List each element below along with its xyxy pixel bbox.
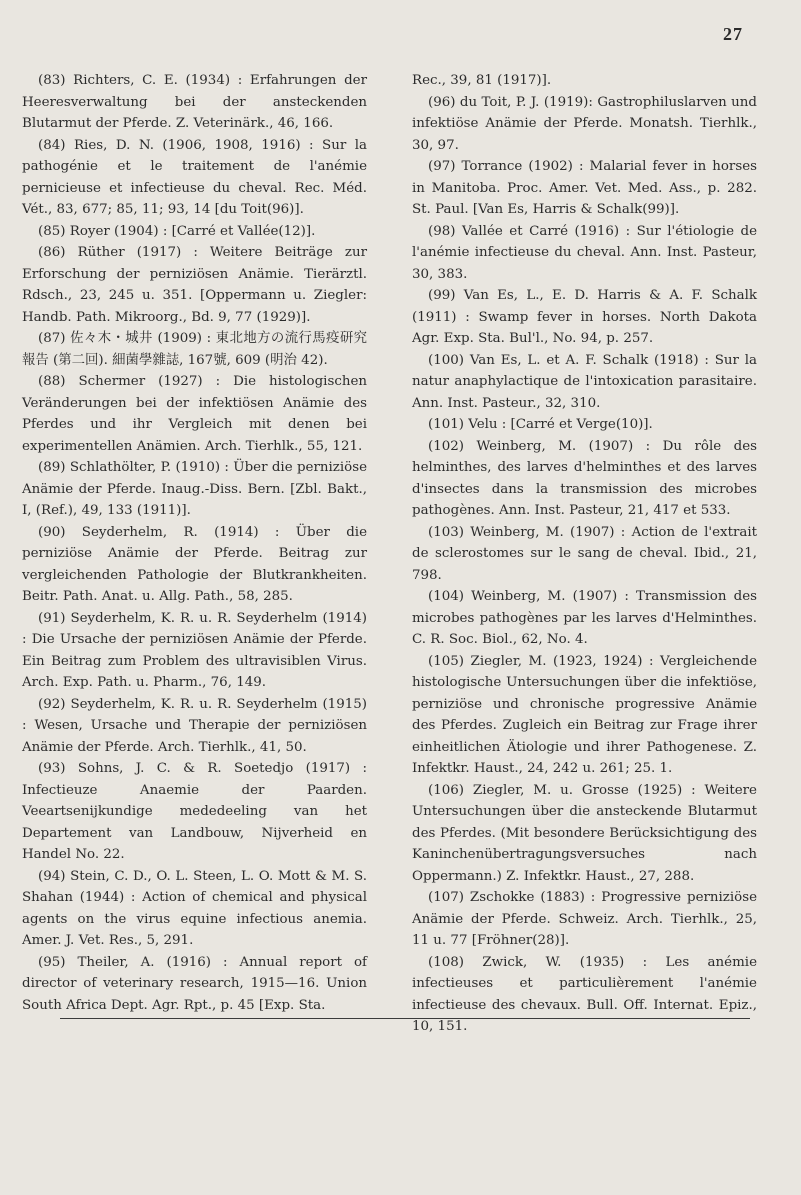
reference-92: (92) Seyderhelm, K. R. u. R. Seyderhelm (1915) : Wesen, Ursache und Therapie der perniziösen Anämie der Pferde. Arch. Tierhlk., 41, 50. — [22, 696, 367, 755]
reference-86: (86) Rüther (1917) : Weitere Beiträge zur Erforschung der perniziösen Anämie. Tierärztl. Rdsch., 23, 245 u. 351. [Oppermann u. Ziegler: Handb. Path. Mikroorg., Bd. 9, 77 (1929)]. — [22, 245, 367, 325]
reference-107: (107) Zschokke (1883) : Progressive perniziöse Anämie der Pferde. Schweiz. Arch. Tierhlk., 25, 11 u. 77 [Fröhner(28)]. — [412, 890, 757, 948]
footer-rule — [60, 1018, 750, 1019]
reference-102: (102) Weinberg, M. (1907) : Du rôle des helminthes, des larves d'helminthes et des larves d'insectes dans la transmission des microbes pathogènes. Ann. Inst. Pasteur, 21, 417 et 533. — [412, 438, 757, 518]
reference-87: (87) 佐々木・城井 (1909) : 東北地方の流行馬疫研究報告 (第二回). 細菌學雜誌, 167號, 609 (明治 42). — [22, 331, 367, 368]
reference-95-continued: Rec., 39, 81 (1917)]. — [412, 73, 552, 88]
reference-108: (108) Zwick, W. (1935) : Les anémie infectieuses et particulièrement l'anémie infectieuse des chevaux. Bull. Off. Internat. Epiz., 10, 151. — [412, 954, 757, 1034]
reference-98: (98) Vallée et Carré (1916) : Sur l'étiologie de l'anémie infectieuse du cheval. Ann. Inst. Pasteur, 30, 383. — [412, 223, 757, 282]
reference-101: (101) Velu : [Carré et Verge(10)]. — [428, 417, 653, 432]
reference-column-right — [412, 70, 757, 1038]
reference-85: (85) Royer (1904) : [Carré et Vallée(12)]. — [38, 223, 316, 239]
reference-93: (93) Sohns, J. C. & R. Soetedjo (1917) : Infectieuze Anaemie der Paarden. Veeartsenijkundige mededeeling van het Departement van Landbouw, Nijverheid en Handel No. 22. — [22, 761, 367, 862]
reference-91: (91) Seyderhelm, K. R. u. R. Seyderhelm (1914) : Die Ursache der perniziösen Anämie der Pferde. Ein Beitrag zum Problem des ultravisiblen Virus. Arch. Exp. Path. u. Pharm., 76, 149. — [22, 610, 367, 690]
reference-103: (103) Weinberg, M. (1907) : Action de l'extrait de sclerostomes sur le sang de cheval. Ibid., 21, 798. — [412, 524, 757, 583]
reference-104: (104) Weinberg, M. (1907) : Transmission des microbes pathogènes par les larves d'Helminthes. C. R. Soc. Biol., 62, No. 4. — [412, 589, 757, 647]
reference-column-left — [22, 70, 367, 1016]
reference-96: (96) du Toit, P. J. (1919): Gastrophiluslarven und infektiöse Anämie der Pferde. Monatsh. Tierhlk., 30, 97. — [412, 94, 757, 153]
reference-84: (84) Ries, D. N. (1906, 1908, 1916) : Sur la pathogénie et le traitement de l'anémie pernicieuse et infectieuse du cheval. Rec. Méd. Vét., 83, 677; 85, 11; 93, 14 [du Toit(96)]. — [22, 137, 367, 217]
reference-88: (88) Schermer (1927) : Die histologischen Veränderungen bei der infektiösen Anämie des Pferdes und ihr Vergleich mit denen bei experimentellen Anämien. Arch. Tierhlk., 55, 121. — [22, 374, 367, 454]
reference-100: (100) Van Es, L. et A. F. Schalk (1918) : Sur la natur anaphylactique de l'intoxication parasitaire. Ann. Inst. Pasteur., 32, 310. — [412, 352, 757, 411]
reference-94: (94) Stein, C. D., O. L. Steen, L. O. Mott & M. S. Shahan (1944) : Action of chemical and physical agents on the virus equine infectious anemia. Amer. J. Vet. Res., 5, 291. — [22, 868, 367, 948]
page-number: 27 — [723, 24, 743, 44]
reference-90: (90) Seyderhelm, R. (1914) : Über die perniziöse Anämie der Pferde. Beitrag zur vergleichenden Pathologie der Blutkrankheiten. Beitr. Path. Anat. u. Allg. Path., 58, 285. — [22, 524, 367, 604]
reference-95: (95) Theiler, A. (1916) : Annual report of director of veterinary research, 1915—16. Union South Africa Dept. Agr. Rpt., p. 45 [Exp. Sta. — [22, 954, 367, 1013]
reference-105: (105) Ziegler, M. (1923, 1924) : Vergleichende histologische Untersuchungen über die infektiöse, perniziöse und chronische progressive Anämie des Pferdes. Zugleich ein Beitrag zur Frage ihrer einheitlichen Ätiologie und ihrer Pathogenese. Z. Infektkr. Haust., 24, 242 u. 261; 25. 1. — [412, 653, 757, 776]
reference-97: (97) Torrance (1902) : Malarial fever in horses in Manitoba. Proc. Amer. Vet. Med. Ass., p. 282. St. Paul. [Van Es, Harris & Schalk(99)]. — [412, 159, 757, 217]
reference-106: (106) Ziegler, M. u. Grosse (1925) : Weitere Untersuchungen über die ansteckende Blutarmut des Pferdes. (Mit besondere Berücksichtigung des Kaninchenübertragungsversuches nach Oppermann.) Z. Infektkr. Haust., 27, 288. — [412, 782, 757, 884]
reference-99: (99) Van Es, L., E. D. Harris & A. F. Schalk (1911) : Swamp fever in horses. North Dakota Agr. Exp. Sta. Bul'l., No. 94, p. 257. — [412, 288, 757, 346]
reference-83: (83) Richters, C. E. (1934) : Erfahrungen der Heeresverwaltung bei der ansteckenden Blutarmut der Pferde. Z. Veterinärk., 46, 166. — [22, 73, 367, 131]
reference-89: (89) Schlathölter, P. (1910) : Über die perniziöse Anämie der Pferde. Inaug.-Diss. Bern. [Zbl. Bakt., I, (Ref.), 49, 133 (1911)]. — [22, 460, 367, 518]
